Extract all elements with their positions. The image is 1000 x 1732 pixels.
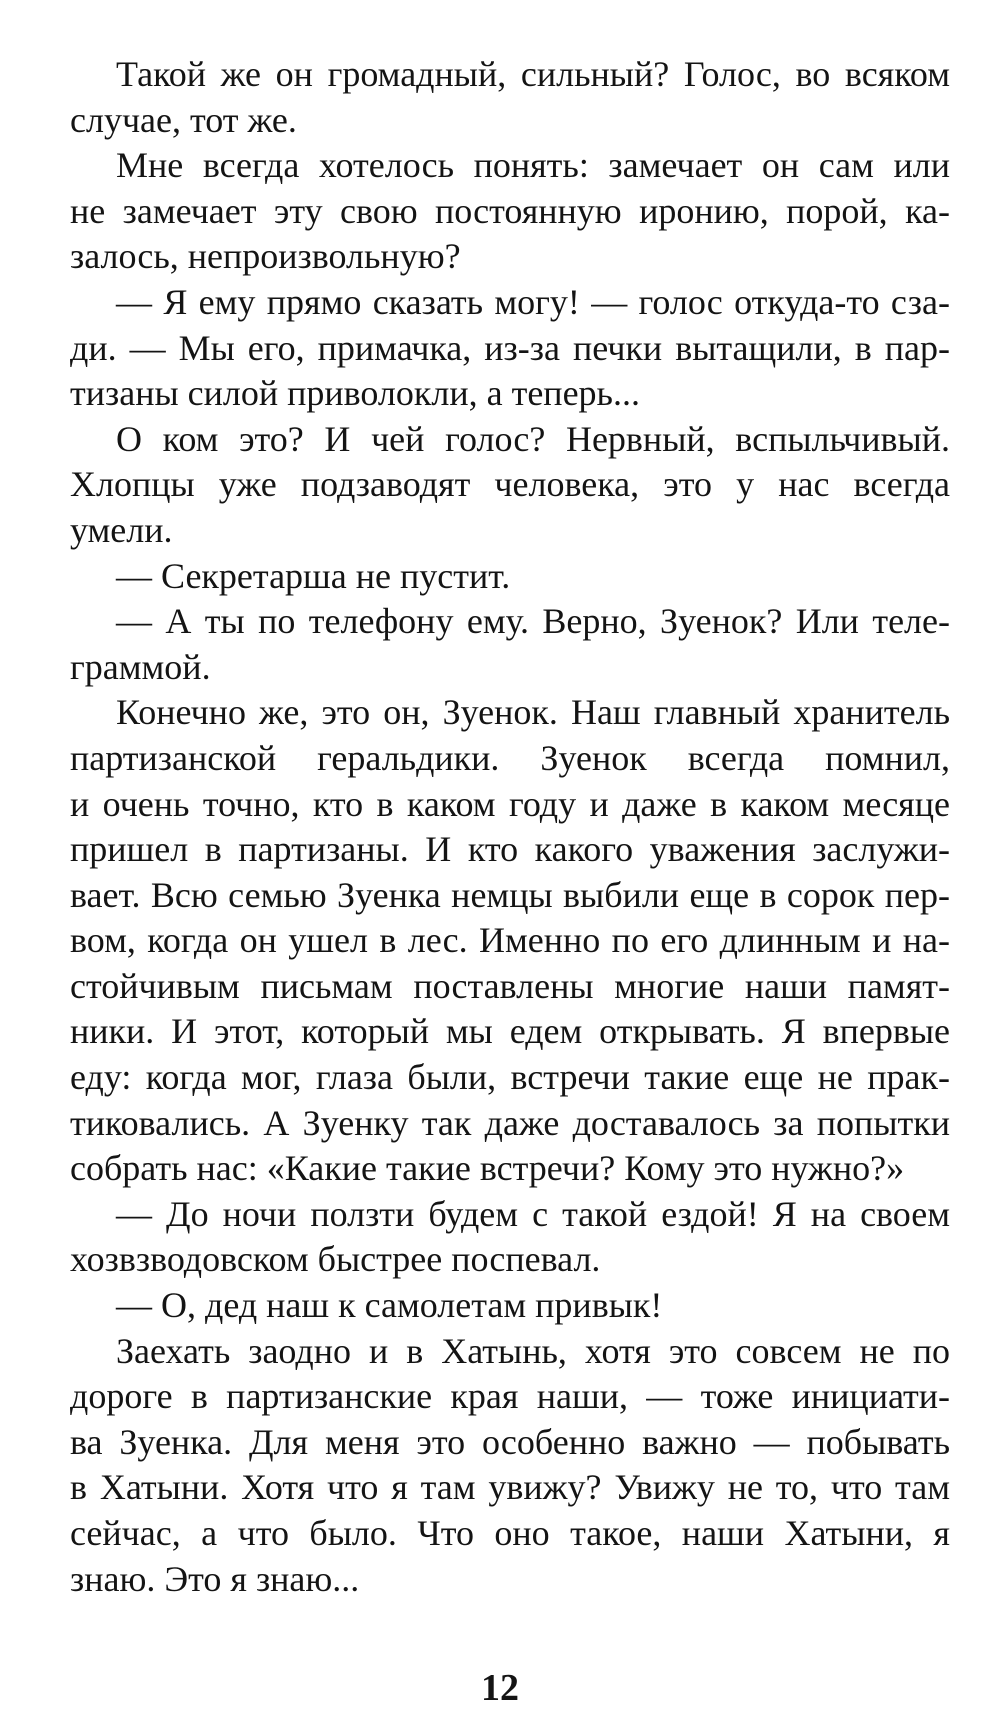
text-line: не замечает эту свою постоянную иронию, порой, ка- <box>70 190 950 231</box>
text-line: Заехать заодно и в Хатынь, хотя это совсем не по <box>116 1330 950 1371</box>
page-number: 12 <box>481 1667 519 1709</box>
text-line: — До ночи ползти будем с такой ездой! Я на своем <box>116 1193 950 1234</box>
text-line: хозвзводовском быстрее поспевал. <box>70 1239 601 1280</box>
text-line: ди. — Мы его, примачка, из-за печки вытащили, в пар- <box>70 327 950 368</box>
text-line: стойчивым письмам поставлены многие наши памят- <box>70 965 950 1006</box>
text-line: О ком это? И чей голос? Нервный, вспыльчивый. <box>116 418 950 459</box>
text-line: залось, непроизвольную? <box>70 236 461 277</box>
text-line: тизаны силой приволокли, а теперь... <box>70 373 640 414</box>
text-line: знаю. Это я знаю... <box>70 1558 360 1599</box>
text-line: — А ты по телефону ему. Верно, Зуенок? Или теле- <box>116 601 950 642</box>
text-line: — О, дед наш к самолетам привык! <box>116 1285 663 1326</box>
text-line: сейчас, а что было. Что оно такое, наши Хатыни, я <box>70 1513 950 1553</box>
text-line: — Я ему прямо сказать могу! — голос откуда-то сза- <box>116 281 950 322</box>
text-line: — Секретарша не пустит. <box>116 555 511 596</box>
text-line: Мне всегда хотелось понять: замечает он сам или <box>116 145 950 186</box>
text-line: еду: когда мог, глаза были, встречи такие еще не прак- <box>70 1057 950 1098</box>
text-line: вает. Всю семью Зуенка немцы выбили еще в сорок пер- <box>70 874 950 915</box>
text-line: партизанской геральдики. Зуенок всегда помнил, <box>70 737 950 778</box>
book-page-text <box>70 52 950 1602</box>
text-line: вом, когда он ушел в лес. Именно по его длинным и на- <box>70 920 950 961</box>
text-line: умели. <box>70 509 173 550</box>
text-line: дороге в партизанские края наши, — тоже инициати- <box>70 1376 950 1417</box>
text-line: граммой. <box>70 646 211 687</box>
text-line: ва Зуенка. Для меня это особенно важно — побывать <box>70 1421 950 1462</box>
text-line: пришел в партизаны. И кто какого уважения заслужи- <box>70 829 950 870</box>
text-line: собрать нас: «Какие такие встречи? Кому это нужно?» <box>70 1148 905 1189</box>
text-line: Хлопцы уже подзаводят человека, это у нас всегда <box>70 464 950 505</box>
text-line: ники. И этот, который мы едем открывать. Я впервые <box>70 1011 950 1052</box>
text-line: тиковались. А Зуенку так даже доставалось за попытки <box>70 1102 950 1143</box>
text-line: и очень точно, кто в каком году и даже в каком месяце <box>70 783 950 824</box>
text-line: случае, тот же. <box>70 99 297 140</box>
text-line: в Хатыни. Хотя что я там увижу? Увижу не то, что там <box>70 1467 950 1508</box>
text-line: Такой же он громадный, сильный? Голос, во всяком <box>116 54 950 94</box>
text-line: Конечно же, это он, Зуенок. Наш главный хранитель <box>116 692 950 733</box>
